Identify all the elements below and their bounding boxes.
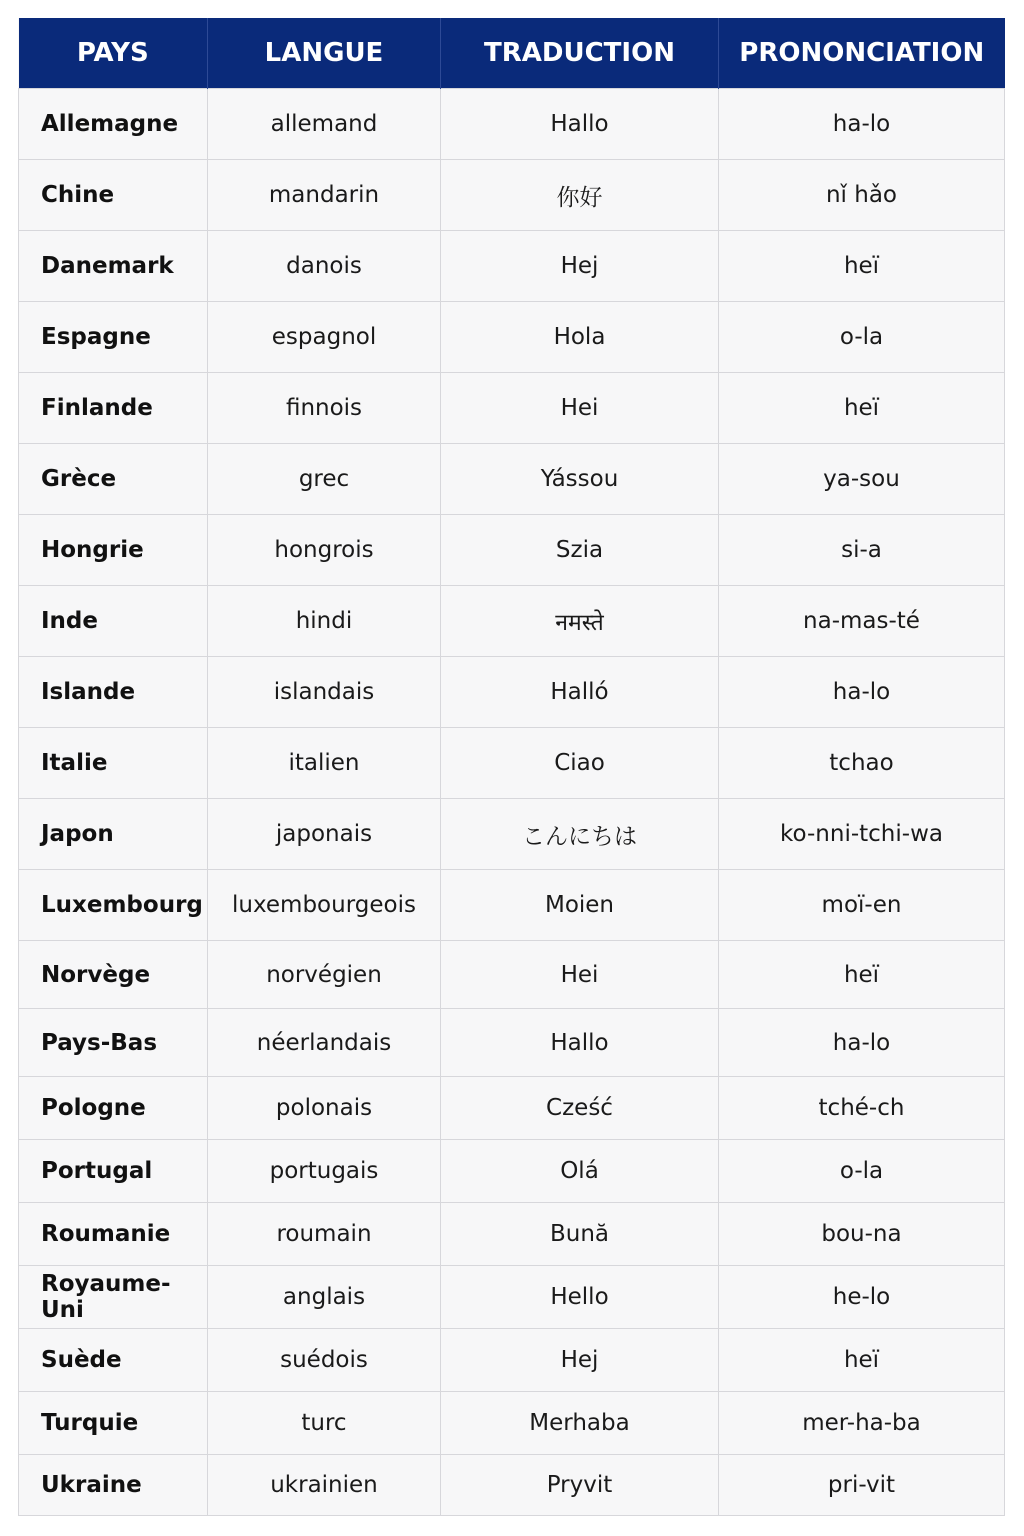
- cell-pays: Pays-Bas: [19, 1009, 208, 1077]
- table-row: [19, 941, 1005, 1009]
- cell-prononciation: ko-nni-tchi-wa: [719, 799, 1005, 870]
- cell-langue: ukrainien: [208, 1455, 441, 1516]
- header-traduction: TRADUCTION: [441, 18, 719, 89]
- cell-traduction: Hallo: [441, 1009, 719, 1077]
- cell-traduction: Hei: [441, 373, 719, 444]
- cell-pays: Allemagne: [19, 89, 208, 160]
- cell-traduction: Moien: [441, 870, 719, 941]
- cell-prononciation: ha-lo: [719, 89, 1005, 160]
- cell-pays: Ukraine: [19, 1455, 208, 1516]
- cell-traduction: Bună: [441, 1203, 719, 1266]
- table-row: [19, 1455, 1005, 1516]
- header-row: [19, 18, 1005, 89]
- table-row: [19, 302, 1005, 373]
- cell-traduction: Yássou: [441, 444, 719, 515]
- cell-prononciation: heï: [719, 941, 1005, 1009]
- cell-pays: Norvège: [19, 941, 208, 1009]
- table-row: [19, 799, 1005, 870]
- cell-langue: espagnol: [208, 302, 441, 373]
- cell-langue: japonais: [208, 799, 441, 870]
- cell-traduction: Szia: [441, 515, 719, 586]
- cell-langue: islandais: [208, 657, 441, 728]
- cell-prononciation: heï: [719, 373, 1005, 444]
- cell-langue: turc: [208, 1392, 441, 1455]
- cell-pays: Espagne: [19, 302, 208, 373]
- cell-prononciation: ya-sou: [719, 444, 1005, 515]
- cell-prononciation: mer-ha-ba: [719, 1392, 1005, 1455]
- table-row: [19, 1140, 1005, 1203]
- table-row: [19, 728, 1005, 799]
- cell-prononciation: he-lo: [719, 1266, 1005, 1329]
- header-pays: PAYS: [19, 18, 208, 89]
- cell-pays: Pologne: [19, 1077, 208, 1140]
- cell-langue: mandarin: [208, 160, 441, 231]
- table-row: [19, 657, 1005, 728]
- table-row: [19, 1203, 1005, 1266]
- cell-pays: Danemark: [19, 231, 208, 302]
- cell-prononciation: heï: [719, 231, 1005, 302]
- cell-prononciation: tché-ch: [719, 1077, 1005, 1140]
- cell-traduction: Halló: [441, 657, 719, 728]
- cell-langue: allemand: [208, 89, 441, 160]
- cell-pays: Chine: [19, 160, 208, 231]
- cell-langue: hongrois: [208, 515, 441, 586]
- cell-traduction: こんにちは: [441, 799, 719, 870]
- cell-traduction: Merhaba: [441, 1392, 719, 1455]
- cell-prononciation: nǐ hǎo: [719, 160, 1005, 231]
- header-langue: LANGUE: [208, 18, 441, 89]
- cell-prononciation: si-a: [719, 515, 1005, 586]
- cell-traduction: Hallo: [441, 89, 719, 160]
- cell-traduction: Cześć: [441, 1077, 719, 1140]
- cell-pays: Islande: [19, 657, 208, 728]
- cell-prononciation: bou-na: [719, 1203, 1005, 1266]
- cell-langue: roumain: [208, 1203, 441, 1266]
- cell-traduction: Hello: [441, 1266, 719, 1329]
- cell-prononciation: ha-lo: [719, 657, 1005, 728]
- cell-langue: polonais: [208, 1077, 441, 1140]
- table-row: [19, 160, 1005, 231]
- cell-prononciation: tchao: [719, 728, 1005, 799]
- cell-traduction: Hei: [441, 941, 719, 1009]
- cell-pays: Royaume-Uni: [19, 1266, 208, 1329]
- cell-traduction: नमस्ते: [441, 586, 719, 657]
- cell-pays: Japon: [19, 799, 208, 870]
- cell-pays: Luxembourg: [19, 870, 208, 941]
- cell-langue: danois: [208, 231, 441, 302]
- table-row: [19, 373, 1005, 444]
- cell-langue: luxembourgeois: [208, 870, 441, 941]
- table-row: [19, 1392, 1005, 1455]
- cell-pays: Portugal: [19, 1140, 208, 1203]
- cell-langue: portugais: [208, 1140, 441, 1203]
- table-row: [19, 586, 1005, 657]
- cell-pays: Finlande: [19, 373, 208, 444]
- cell-prononciation: moï-en: [719, 870, 1005, 941]
- cell-langue: finnois: [208, 373, 441, 444]
- greetings-table: [18, 18, 1005, 1516]
- cell-traduction: Olá: [441, 1140, 719, 1203]
- cell-pays: Grèce: [19, 444, 208, 515]
- cell-langue: néerlandais: [208, 1009, 441, 1077]
- table-row: [19, 1077, 1005, 1140]
- cell-traduction: Pryvit: [441, 1455, 719, 1516]
- table-row: [19, 444, 1005, 515]
- cell-traduction: Hej: [441, 1329, 719, 1392]
- table-row: [19, 1009, 1005, 1077]
- header-prononciation: PRONONCIATION: [719, 18, 1005, 89]
- cell-pays: Turquie: [19, 1392, 208, 1455]
- table-row: [19, 870, 1005, 941]
- cell-traduction: Ciao: [441, 728, 719, 799]
- table-row: [19, 1329, 1005, 1392]
- table-row: [19, 1266, 1005, 1329]
- cell-traduction: 你好: [441, 160, 719, 231]
- cell-prononciation: o-la: [719, 302, 1005, 373]
- table-header: [19, 18, 1005, 89]
- cell-prononciation: na-mas-té: [719, 586, 1005, 657]
- cell-prononciation: heï: [719, 1329, 1005, 1392]
- cell-prononciation: ha-lo: [719, 1009, 1005, 1077]
- cell-pays: Inde: [19, 586, 208, 657]
- greetings-table-container: [18, 18, 1004, 1516]
- table-body: [19, 89, 1005, 1516]
- cell-prononciation: o-la: [719, 1140, 1005, 1203]
- cell-langue: grec: [208, 444, 441, 515]
- cell-langue: hindi: [208, 586, 441, 657]
- cell-pays: Suède: [19, 1329, 208, 1392]
- table-row: [19, 231, 1005, 302]
- table-row: [19, 89, 1005, 160]
- cell-pays: Hongrie: [19, 515, 208, 586]
- cell-langue: norvégien: [208, 941, 441, 1009]
- cell-langue: anglais: [208, 1266, 441, 1329]
- table-row: [19, 515, 1005, 586]
- cell-langue: italien: [208, 728, 441, 799]
- cell-prononciation: pri-vit: [719, 1455, 1005, 1516]
- cell-traduction: Hej: [441, 231, 719, 302]
- cell-pays: Roumanie: [19, 1203, 208, 1266]
- cell-traduction: Hola: [441, 302, 719, 373]
- cell-pays: Italie: [19, 728, 208, 799]
- cell-langue: suédois: [208, 1329, 441, 1392]
